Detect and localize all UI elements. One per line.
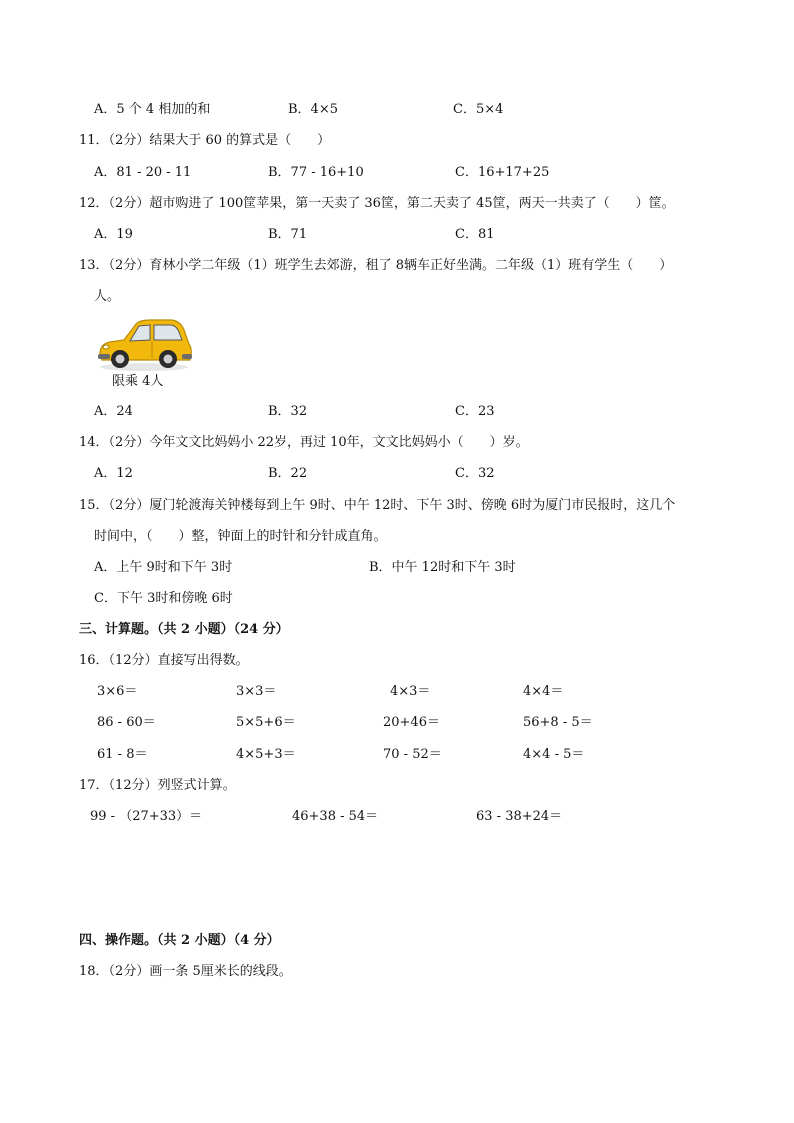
- q16-item: 86 - 60＝: [97, 715, 156, 730]
- section-4-heading: 四、操作题。（共 2 小题）（4 分）: [79, 933, 280, 948]
- q14-option-c: C．32: [455, 466, 495, 481]
- q10-option-b: B．4×5: [288, 102, 338, 117]
- q16-item: 4×5+3＝: [236, 747, 296, 762]
- q13-option-c: C．23: [455, 404, 495, 419]
- q16-item: 5×5+6＝: [236, 715, 296, 730]
- car-icon: [94, 314, 194, 372]
- q17-item: 63 - 38+24＝: [476, 809, 563, 824]
- q13-option-b: B．32: [268, 404, 308, 419]
- q15-option-b: B．中午 12时和下午 3时: [369, 560, 516, 575]
- q16-item: 4×4 - 5＝: [523, 747, 585, 762]
- car-caption: 限乘 4人: [112, 374, 164, 389]
- q17-stem: 17．（12分）列竖式计算。: [79, 778, 236, 793]
- q16-item: 56+8 - 5＝: [523, 715, 593, 730]
- q15-option-a: A．上午 9时和下午 3时: [94, 560, 233, 575]
- q14-option-a: A．12: [94, 466, 133, 481]
- q12-stem: 12．（2分）超市购进了 100筐苹果，第一天卖了 36筐，第二天卖了 45筐，两天一共卖了（ ）筐。: [79, 196, 675, 211]
- q17-item: 99 - （27+33）＝: [90, 809, 203, 824]
- q18-stem: 18．（2分）画一条 5厘米长的线段。: [79, 964, 292, 979]
- q12-option-a: A．19: [94, 227, 133, 242]
- q13-stem-line2: 人。: [94, 289, 121, 304]
- q12-option-b: B．71: [268, 227, 308, 242]
- q10-option-a: A．5 个 4 相加的和: [94, 102, 211, 117]
- q16-stem: 16．（12分）直接写出得数。: [79, 653, 249, 668]
- q14-stem: 14．（2分）今年文文比妈妈小 22岁，再过 10年，文文比妈妈小（ ）岁。: [79, 435, 529, 450]
- q16-item: 70 - 52＝: [383, 747, 442, 762]
- q14-option-b: B．22: [268, 466, 308, 481]
- q16-item: 4×4＝: [523, 684, 564, 699]
- q16-item: 4×3＝: [390, 684, 431, 699]
- q15-stem-line2: 时间中，（ ）整，钟面上的时针和分针成直角。: [94, 529, 387, 544]
- q15-option-c: C．下午 3时和傍晚 6时: [94, 591, 233, 606]
- q11-option-a: A．81 - 20 - 11: [94, 165, 192, 180]
- q16-item: 3×3＝: [236, 684, 277, 699]
- q12-option-c: C．81: [455, 227, 495, 242]
- q13-stem-line1: 13．（2分）育林小学二年级（1）班学生去郊游，租了 8辆车正好坐满。二年级（1）班有学生（ ）: [79, 258, 673, 273]
- q17-item: 46+38 - 54＝: [292, 809, 379, 824]
- q16-item: 20+46＝: [383, 715, 440, 730]
- q13-option-a: A．24: [94, 404, 133, 419]
- q11-option-b: B．77 - 16+10: [268, 165, 364, 180]
- q10-option-c: C．5×4: [453, 102, 504, 117]
- q11-stem: 11．（2分）结果大于 60 的算式是（ ）: [79, 133, 331, 148]
- q16-item: 3×6＝: [97, 684, 138, 699]
- section-3-heading: 三、计算题。（共 2 小题）（24 分）: [79, 622, 289, 637]
- q11-option-c: C．16+17+25: [455, 165, 550, 180]
- q16-item: 61 - 8＝: [97, 747, 148, 762]
- q15-stem-line1: 15．（2分）厦门轮渡海关钟楼每到上午 9时、中午 12时、下午 3时、傍晚 6时为厦门市民报时，这几个: [79, 498, 676, 513]
